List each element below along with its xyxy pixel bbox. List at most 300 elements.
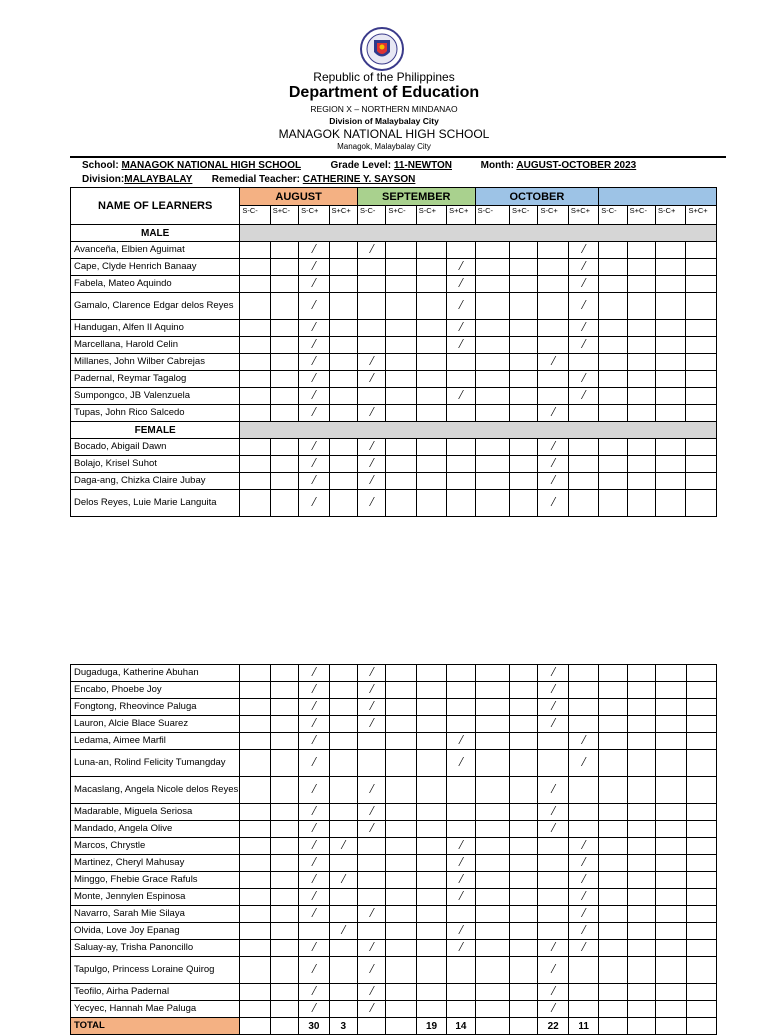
mark-cell	[568, 405, 598, 422]
mark-cell	[686, 957, 716, 984]
mark-cell: /	[447, 293, 475, 320]
mark-cell	[686, 716, 716, 733]
learner-row	[71, 371, 717, 388]
mark-cell	[627, 906, 655, 923]
mark-cell	[656, 665, 686, 682]
mark-cell: /	[329, 923, 357, 940]
total-cell	[510, 1018, 538, 1035]
total-cell	[357, 1018, 385, 1035]
mark-cell: /	[538, 490, 568, 517]
mark-cell: /	[538, 456, 568, 473]
mark-cell	[416, 456, 446, 473]
category-header: S-C-	[357, 206, 385, 225]
mark-cell	[686, 923, 716, 940]
learner-name: Tapulgo, Princess Loraine Quirog	[71, 957, 240, 984]
learner-row	[71, 439, 717, 456]
region-line: REGION X – NORTHERN MINDANAO	[310, 104, 458, 114]
mark-cell	[240, 984, 270, 1001]
learner-row	[71, 320, 717, 337]
mark-cell	[416, 473, 446, 490]
mark-cell	[475, 872, 509, 889]
mark-cell	[510, 872, 538, 889]
learner-name: Mandado, Angela Olive	[71, 821, 240, 838]
mark-cell	[686, 906, 716, 923]
mark-cell	[475, 456, 509, 473]
mark-cell	[686, 872, 716, 889]
mark-cell	[240, 276, 270, 293]
mark-cell	[240, 716, 270, 733]
mark-cell	[627, 682, 655, 699]
mark-cell: /	[568, 320, 598, 337]
mark-cell	[627, 439, 655, 456]
mark-cell	[599, 906, 627, 923]
mark-cell	[416, 682, 446, 699]
mark-cell	[240, 405, 270, 422]
mark-cell: /	[299, 906, 329, 923]
learner-name: Minggo, Fhebie Grace Rafuls	[71, 872, 240, 889]
mark-cell	[599, 337, 627, 354]
month-september: SEPTEMBER	[357, 188, 475, 206]
mark-cell	[416, 906, 446, 923]
mark-cell: /	[568, 371, 598, 388]
total-cell: 30	[299, 1018, 329, 1035]
mark-cell	[447, 405, 475, 422]
mark-cell	[510, 456, 538, 473]
mark-cell	[656, 242, 686, 259]
mark-cell: /	[568, 242, 598, 259]
mark-cell	[416, 276, 446, 293]
mark-cell	[357, 320, 385, 337]
mark-cell: /	[447, 320, 475, 337]
mark-cell	[270, 750, 298, 777]
mark-cell: /	[538, 957, 568, 984]
mark-cell: /	[538, 804, 568, 821]
mark-cell	[475, 293, 509, 320]
mark-cell	[386, 490, 416, 517]
learner-name: Macaslang, Angela Nicole delos Reyes	[71, 777, 240, 804]
learner-name: Teofilo, Airha Padernal	[71, 984, 240, 1001]
mark-cell	[538, 276, 568, 293]
mark-cell	[656, 821, 686, 838]
mark-cell	[357, 733, 385, 750]
mark-cell: /	[299, 682, 329, 699]
mark-cell	[510, 906, 538, 923]
learner-name: Marcellana, Harold Celin	[71, 337, 240, 354]
mark-cell	[686, 1001, 716, 1018]
mark-cell	[416, 490, 446, 517]
mark-cell: /	[357, 682, 385, 699]
section-fill	[240, 422, 717, 439]
category-header: S+C+	[568, 206, 598, 225]
mark-cell	[357, 838, 385, 855]
mark-cell	[386, 804, 416, 821]
mark-cell	[627, 259, 655, 276]
mark-cell	[357, 872, 385, 889]
mark-cell	[447, 439, 475, 456]
learner-row	[71, 906, 717, 923]
mark-cell	[686, 889, 716, 906]
mark-cell	[386, 242, 416, 259]
mark-cell	[270, 699, 298, 716]
mark-cell: /	[299, 439, 329, 456]
mark-cell	[416, 838, 446, 855]
mark-cell	[386, 682, 416, 699]
mark-cell	[270, 872, 298, 889]
mark-cell	[475, 889, 509, 906]
mark-cell	[510, 923, 538, 940]
mark-cell	[686, 293, 717, 320]
mark-cell	[686, 371, 717, 388]
mark-cell	[386, 923, 416, 940]
mark-cell: /	[568, 733, 598, 750]
mark-cell	[656, 473, 686, 490]
mark-cell	[240, 733, 270, 750]
mark-cell	[627, 804, 655, 821]
mark-cell	[538, 923, 568, 940]
mark-cell	[475, 259, 509, 276]
mark-cell: /	[568, 855, 598, 872]
mark-cell	[599, 242, 627, 259]
total-label: TOTAL	[71, 1018, 240, 1035]
mark-cell	[627, 838, 655, 855]
learner-row	[71, 855, 717, 872]
mark-cell	[510, 1001, 538, 1018]
mark-cell: /	[299, 320, 329, 337]
name-header: NAME OF LEARNERS	[71, 188, 240, 225]
total-cell: 14	[447, 1018, 475, 1035]
total-cell	[240, 1018, 270, 1035]
mark-cell	[568, 354, 598, 371]
mark-cell	[568, 665, 598, 682]
mark-cell	[386, 889, 416, 906]
mark-cell	[475, 777, 509, 804]
mark-cell	[686, 665, 716, 682]
mark-cell	[416, 872, 446, 889]
mark-cell	[416, 665, 446, 682]
mark-cell	[475, 371, 509, 388]
mark-cell: /	[568, 889, 598, 906]
mark-cell: /	[299, 371, 329, 388]
mark-cell	[447, 456, 475, 473]
mark-cell	[686, 490, 717, 517]
mark-cell	[568, 439, 598, 456]
mark-cell	[447, 682, 475, 699]
learner-name: Dugaduga, Katherine Abuhan	[71, 665, 240, 682]
mark-cell: /	[299, 804, 329, 821]
mark-cell	[568, 984, 598, 1001]
mark-cell	[599, 405, 627, 422]
mark-cell	[686, 388, 717, 405]
mark-cell	[568, 490, 598, 517]
mark-cell: /	[299, 733, 329, 750]
section-fill	[240, 225, 717, 242]
total-cell	[270, 1018, 298, 1035]
mark-cell	[447, 242, 475, 259]
mark-cell	[686, 473, 717, 490]
mark-cell: /	[357, 665, 385, 682]
learner-row	[71, 242, 717, 259]
mark-cell: /	[538, 682, 568, 699]
mark-cell: /	[357, 490, 385, 517]
mark-cell	[240, 940, 270, 957]
mark-cell	[599, 1001, 627, 1018]
mark-cell: /	[538, 699, 568, 716]
mark-cell	[656, 456, 686, 473]
mark-cell	[599, 750, 627, 777]
mark-cell	[627, 733, 655, 750]
category-header: S+C+	[686, 206, 717, 225]
category-header: S+C+	[329, 206, 357, 225]
mark-cell	[656, 699, 686, 716]
mark-cell: /	[568, 337, 598, 354]
mark-cell	[416, 259, 446, 276]
mark-cell: /	[568, 838, 598, 855]
mark-cell	[475, 923, 509, 940]
mark-cell	[240, 354, 270, 371]
mark-cell	[568, 804, 598, 821]
mark-cell	[447, 699, 475, 716]
mark-cell	[475, 940, 509, 957]
mark-cell	[568, 821, 598, 838]
mark-cell	[386, 838, 416, 855]
mark-cell: /	[357, 984, 385, 1001]
mark-cell	[240, 906, 270, 923]
mark-cell	[599, 388, 627, 405]
mark-cell	[599, 371, 627, 388]
mark-cell	[656, 750, 686, 777]
learner-name: Sumpongco, JB Valenzuela	[71, 388, 240, 405]
mark-cell: /	[447, 838, 475, 855]
mark-cell	[386, 388, 416, 405]
mark-cell	[538, 838, 568, 855]
mark-cell: /	[538, 821, 568, 838]
mark-cell	[416, 855, 446, 872]
mark-cell	[627, 473, 655, 490]
mark-cell	[656, 838, 686, 855]
mark-cell: /	[357, 804, 385, 821]
mark-cell: /	[299, 665, 329, 682]
mark-cell	[416, 405, 446, 422]
mark-cell	[627, 855, 655, 872]
mark-cell	[357, 855, 385, 872]
mark-cell	[447, 957, 475, 984]
month-blank	[599, 188, 717, 206]
mark-cell	[270, 923, 298, 940]
learner-name: Lauron, Alcie Blace Suarez	[71, 716, 240, 733]
mark-cell	[447, 716, 475, 733]
mark-cell	[627, 405, 655, 422]
mark-cell	[416, 923, 446, 940]
mark-cell	[627, 699, 655, 716]
mark-cell	[656, 405, 686, 422]
mark-cell: /	[568, 276, 598, 293]
learner-row	[71, 337, 717, 354]
mark-cell	[510, 733, 538, 750]
learner-row	[71, 777, 717, 804]
mark-cell	[627, 490, 655, 517]
mark-cell	[475, 405, 509, 422]
learner-row	[71, 293, 717, 320]
category-header: S+C-	[627, 206, 655, 225]
mark-cell	[240, 777, 270, 804]
mark-cell	[386, 259, 416, 276]
mark-cell	[475, 388, 509, 405]
mark-cell	[627, 716, 655, 733]
mark-cell: /	[299, 821, 329, 838]
mark-cell	[510, 371, 538, 388]
mark-cell	[240, 259, 270, 276]
mark-cell	[386, 456, 416, 473]
mark-cell	[475, 320, 509, 337]
mark-cell: /	[299, 490, 329, 517]
mark-cell	[475, 242, 509, 259]
mark-cell	[538, 733, 568, 750]
mark-cell	[475, 682, 509, 699]
mark-cell: /	[357, 405, 385, 422]
learner-row	[71, 716, 717, 733]
mark-cell	[475, 855, 509, 872]
mark-cell	[656, 855, 686, 872]
mark-cell	[447, 984, 475, 1001]
mark-cell	[270, 293, 298, 320]
mark-cell	[627, 957, 655, 984]
mark-cell: /	[447, 940, 475, 957]
mark-cell	[656, 276, 686, 293]
learner-name: Bolajo, Krisel Suhot	[71, 456, 240, 473]
mark-cell	[416, 889, 446, 906]
month-august: AUGUST	[240, 188, 358, 206]
mark-cell	[270, 855, 298, 872]
learner-name: Avanceña, Elbien Aguimat	[71, 242, 240, 259]
mark-cell	[510, 682, 538, 699]
school-label: School:	[82, 160, 119, 171]
learner-name: Navarro, Sarah Mie Silaya	[71, 906, 240, 923]
mark-cell	[386, 984, 416, 1001]
mark-cell	[416, 716, 446, 733]
mark-cell	[475, 750, 509, 777]
mark-cell	[240, 821, 270, 838]
mark-cell	[656, 354, 686, 371]
mark-cell	[329, 984, 357, 1001]
mark-cell: /	[357, 242, 385, 259]
mark-cell	[627, 371, 655, 388]
category-header: S-C+	[299, 206, 329, 225]
mark-cell: /	[299, 456, 329, 473]
mark-cell	[568, 777, 598, 804]
learner-name: Fongtong, Rheovince Paluga	[71, 699, 240, 716]
mark-cell: /	[357, 439, 385, 456]
mark-cell	[538, 872, 568, 889]
mark-cell	[386, 354, 416, 371]
mark-cell	[599, 940, 627, 957]
mark-cell	[538, 906, 568, 923]
mark-cell: /	[538, 984, 568, 1001]
mark-cell	[686, 242, 717, 259]
mark-cell	[510, 957, 538, 984]
mark-cell	[416, 293, 446, 320]
mark-cell	[656, 1001, 686, 1018]
learner-name: Luna-an, Rolind Felicity Tumangday	[71, 750, 240, 777]
mark-cell	[510, 259, 538, 276]
location-line: Managok, Malaybalay City	[337, 142, 431, 151]
mark-cell	[386, 439, 416, 456]
mark-cell	[538, 259, 568, 276]
learner-name: Ledama, Aimee Marfil	[71, 733, 240, 750]
mark-cell	[475, 984, 509, 1001]
mark-cell	[510, 388, 538, 405]
mark-cell	[656, 804, 686, 821]
mark-cell	[538, 371, 568, 388]
mark-cell	[329, 456, 357, 473]
mark-cell	[357, 388, 385, 405]
mark-cell	[656, 682, 686, 699]
mark-cell	[386, 337, 416, 354]
section-label: MALE	[71, 225, 240, 242]
mark-cell: /	[447, 923, 475, 940]
learner-name: Bocado, Abigail Dawn	[71, 439, 240, 456]
mark-cell	[240, 804, 270, 821]
mark-cell: /	[538, 665, 568, 682]
mark-cell	[447, 777, 475, 804]
learner-name: Millanes, John Wilber Cabrejas	[71, 354, 240, 371]
mark-cell	[510, 699, 538, 716]
mark-cell	[568, 682, 598, 699]
mark-cell	[386, 940, 416, 957]
mark-cell	[240, 456, 270, 473]
mark-cell	[240, 473, 270, 490]
mark-cell	[329, 388, 357, 405]
mark-cell	[599, 699, 627, 716]
division-value: MALAYBALAY	[124, 174, 193, 185]
month-october: OCTOBER	[475, 188, 599, 206]
mark-cell	[416, 957, 446, 984]
total-cell: 22	[538, 1018, 568, 1035]
mark-cell	[447, 821, 475, 838]
mark-cell	[538, 388, 568, 405]
mark-cell	[510, 337, 538, 354]
mark-cell	[240, 439, 270, 456]
category-header: S-C-	[475, 206, 509, 225]
mark-cell	[386, 716, 416, 733]
mark-cell: /	[299, 838, 329, 855]
info-line-1	[82, 160, 636, 171]
mark-cell	[270, 276, 298, 293]
learner-name: Saluay-ay, Trisha Panoncillo	[71, 940, 240, 957]
learner-name: Fabela, Mateo Aquindo	[71, 276, 240, 293]
mark-cell	[599, 490, 627, 517]
mark-cell	[656, 957, 686, 984]
mark-cell	[270, 665, 298, 682]
mark-cell	[627, 940, 655, 957]
mark-cell: /	[568, 872, 598, 889]
learner-row	[71, 405, 717, 422]
mark-cell: /	[299, 957, 329, 984]
mark-cell	[240, 665, 270, 682]
mark-cell	[270, 490, 298, 517]
mark-cell: /	[447, 750, 475, 777]
mark-cell	[386, 872, 416, 889]
mark-cell	[510, 665, 538, 682]
total-cell: 3	[329, 1018, 357, 1035]
mark-cell	[568, 957, 598, 984]
mark-cell	[416, 733, 446, 750]
mark-cell	[357, 750, 385, 777]
mark-cell	[510, 490, 538, 517]
mark-cell	[240, 371, 270, 388]
mark-cell: /	[299, 889, 329, 906]
mark-cell	[240, 872, 270, 889]
learner-row	[71, 665, 717, 682]
